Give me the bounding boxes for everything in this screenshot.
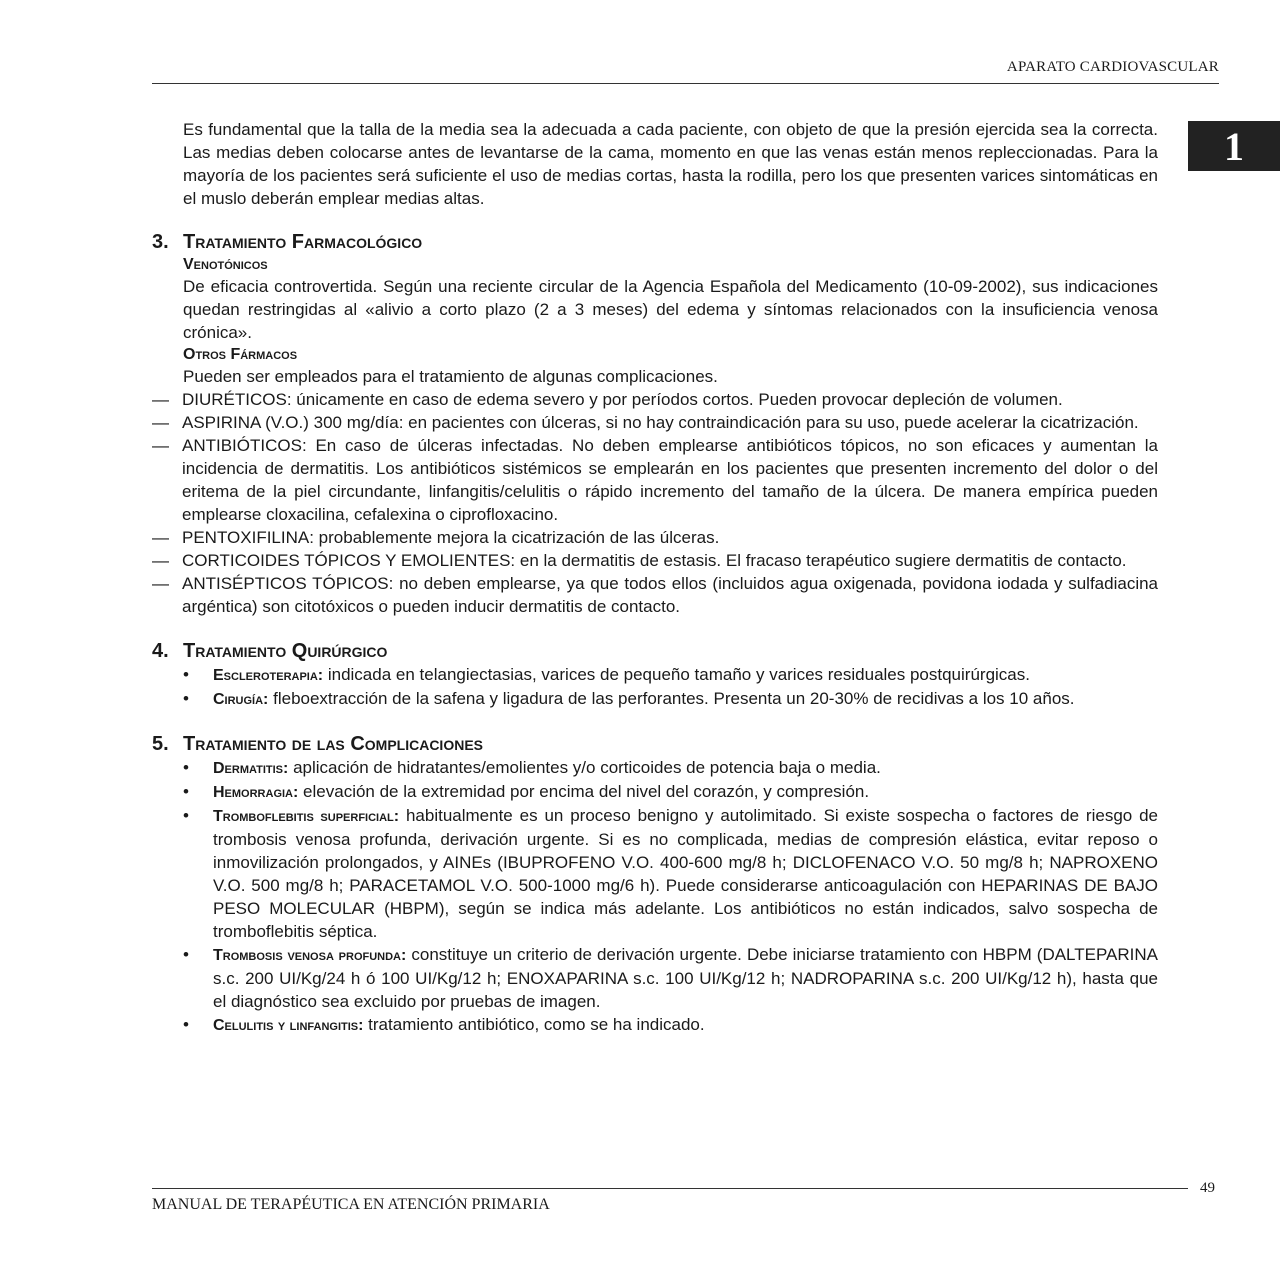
section-surgical: [152, 639, 1158, 711]
bullet-marker: •: [183, 758, 189, 777]
item-term: Dermatitis:: [213, 760, 289, 777]
drug-list: [152, 388, 1158, 618]
section-title-text: Tratamiento Quirúrgico: [183, 640, 388, 662]
page-number: 49: [1200, 1180, 1215, 1196]
section-title: [152, 639, 1158, 663]
section-title: [152, 230, 1158, 254]
item-term: Trombosis venosa profunda:: [213, 947, 407, 964]
section-title-text: Tratamiento de las Complicaciones: [183, 733, 483, 755]
otros-intro: Pueden ser empleados para el tratamiento de algunas complicaciones.: [183, 367, 718, 386]
bullet-marker: •: [183, 1015, 189, 1034]
list-item: — ANTISÉPTICOS TÓPICOS: no deben emplearse, ya que todos ellos (incluidos agua oxigenada, povidona iodada y sulfadiacina argéntica) son citotóxicos o pueden inducir dermatitis de contacto.: [152, 574, 1158, 616]
intro-paragraph: Es fundamental que la talla de la media sea la adecuada a cada paciente, con objeto de que la presión ejercida sea la correcta. Las medias deben colocarse antes de levantarse de la cama, momento en que las venas están menos repleccionadas. Para la mayoría de los pacientes será suficiente el uso de medias cortas, hasta la rodilla, pero los que presenten varices sintomáticas en el muslo deberán emplear medias altas.: [183, 120, 1158, 208]
list-item: • Cirugía: fleboextracción de la safena y ligadura de las perforantes. Presenta un 20-30% de recidivas a los 10 años.: [183, 687, 1158, 711]
footer-book-title: MANUAL DE TERAPÉUTICA EN ATENCIÓN PRIMARIA: [152, 1196, 550, 1213]
list-item: — CORTICOIDES TÓPICOS Y EMOLIENTES: en la dermatitis de estasis. El fracaso terapéutico sugiere dermatitis de contacto.: [152, 551, 1127, 570]
section-title-text: Tratamiento Farmacológico: [183, 231, 423, 253]
list-item: • Celulitis y linfangitis: tratamiento antibiótico, como se ha indicado.: [183, 1013, 1158, 1037]
bullet-marker: •: [183, 689, 189, 708]
item-term: Tromboflebitis superficial:: [213, 808, 400, 825]
subsection-title-venotonicos: Venotónicos: [183, 256, 268, 273]
item-term: Celulitis y linfangitis:: [213, 1017, 364, 1034]
bullet-marker: •: [183, 782, 189, 801]
complications-list: [183, 756, 1158, 1037]
dash-marker: —: [152, 390, 169, 409]
list-item: — DIURÉTICOS: únicamente en caso de edema severo y por períodos cortos. Pueden provocar depleción de volumen.: [152, 390, 1063, 409]
item-term: Hemorragia:: [213, 784, 299, 801]
dash-marker: —: [152, 528, 169, 547]
list-item: • Escleroterapia: indicada en telangiectasias, varices de pequeño tamaño y varices residuales postquirúrgicas.: [183, 663, 1158, 687]
dash-marker: —: [152, 551, 169, 570]
list-item: • Dermatitis: aplicación de hidratantes/emolientes y/o corticoides de potencia baja o media.: [183, 756, 1158, 780]
dash-marker: —: [152, 413, 169, 432]
list-item: • Trombosis venosa profunda: constituye un criterio de derivación urgente. Debe iniciarse tratamiento con HBPM (DALTEPARINA s.c. 200 UI/Kg/24 h ó 100 UI/Kg/12 h; ENOXAPARINA s.c. 100 UI/Kg/12 h; NADROPARINA s.c. 200 UI/Kg/12 h), hasta que el diagnóstico sea excluido por pruebas de imagen.: [183, 945, 1159, 1011]
section-number: 5.: [152, 733, 169, 755]
bullet-marker: •: [183, 806, 189, 825]
subsection-title-otros: Otros Fármacos: [183, 346, 298, 363]
header-rule: [152, 83, 1219, 84]
surgical-list: [183, 663, 1158, 711]
running-header: APARATO CARDIOVASCULAR: [1006, 59, 1219, 75]
item-term: Cirugía:: [213, 691, 269, 708]
list-item: — ANTIBIÓTICOS: En caso de úlceras infectadas. No deben emplearse antibióticos tópicos, no son eficaces y aumentan la incidencia de dermatitis. Los antibióticos sistémicos se emplearán en los pacientes que presenten incremento del dolor o del eritema de la piel circundante, linfangitis/celulitis o rápido incremento del tamaño de la úlcera. De manera empírica pueden emplearse cloxacilina, cefalexina o ciprofloxacino.: [152, 436, 1158, 524]
section-number: 3.: [152, 231, 169, 253]
dash-marker: —: [152, 574, 169, 593]
footer-rule: [152, 1188, 1188, 1189]
section-number: 4.: [152, 640, 169, 662]
list-item: • Tromboflebitis superficial: habitualmente es un proceso benigno y autolimitado. Si existe sospecha o factores de riesgo de trombosis venosa profunda, derivación urgente. Si es no complicada, medias de compresión elástica, evitar reposo o inmovilización prolongados, y AINEs (IBUPROFENO V.O. 400-600 mg/8 h; DICLOFENACO V.O. 50 mg/8 h; NAPROXENO V.O. 500 mg/8 h; PARACETAMOL V.O. 500-1000 mg/6 h). Puede considerarse anticoagulación con HEPARINAS DE BAJO PESO MOLECULAR (HBPM), según se indica más adelante. Los antibióticos no están indicados, salvo sospecha de tromboflebitis séptica.: [183, 806, 1159, 941]
list-item: — PENTOXIFILINA: probablemente mejora la cicatrización de las úlceras.: [152, 528, 720, 547]
section-pharmacological: [152, 230, 1158, 618]
bullet-marker: •: [183, 665, 189, 684]
item-term: Escleroterapia:: [213, 667, 324, 684]
dash-marker: —: [152, 436, 169, 455]
page-content: [152, 118, 1158, 1058]
venotonicos-paragraph: De eficacia controvertida. Según una reciente circular de la Agencia Española del Medicamento (10-09-2002), sus indicaciones quedan restringidas al «alivio a corto plazo (2 a 3 meses) del edema y síntomas relacionados con la insuficiencia venosa crónica».: [183, 277, 1158, 342]
list-item: — ASPIRINA (V.O.) 300 mg/día: en pacientes con úlceras, si no hay contraindicación para su uso, puede acelerar la cicatrización.: [152, 413, 1139, 432]
chapter-tab: 1: [1188, 121, 1280, 171]
section-complications: [152, 732, 1158, 1037]
bullet-marker: •: [183, 945, 189, 964]
list-item: • Hemorragia: elevación de la extremidad por encima del nivel del corazón, y compresión.: [183, 780, 1158, 804]
section-title: [152, 732, 1158, 756]
